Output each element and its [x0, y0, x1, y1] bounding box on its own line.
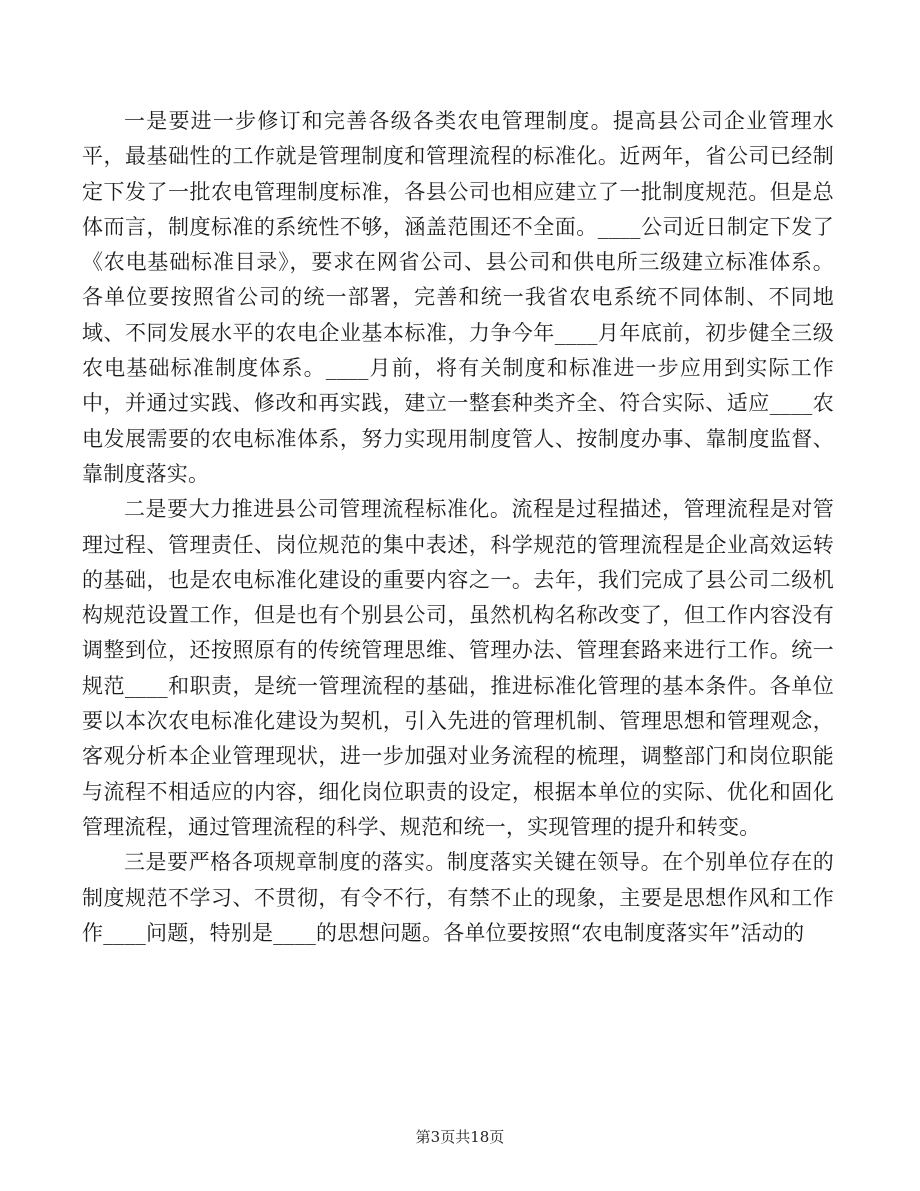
body-text: [82, 104, 834, 951]
page-number: 第3页共18页: [415, 1128, 505, 1146]
paragraph-2: 二是要大力推进县公司管理流程标准化。流程是过程描述，管理流程是对管理过程、管理责任、岗位规范的集中表述，科学规范的管理流程是企业高效运转的基础，也是农电标准化建设的重要内容之一。去年，我们完成了县公司二级机构规范设置工作，但是也有个别县公司，虽然机构名称改变了，但工作内容没有调整到位，还按照原有的传统管理思维、管理办法、管理套路来进行工作。统一规范____和职责，是统一管理流程的基础，推进标准化管理的基本条件。各单位要以本次农电标准化建设为契机，引入先进的管理机制、管理思想和管理观念，客观分析本企业管理现状，进一步加强对业务流程的梳理，调整部门和岗位职能与流程不相适应的内容，细化岗位职责的设定，根据本单位的实际、优化和固化管理流程，通过管理流程的科学、规范和统一，实现管理的提升和转变。: [82, 497, 834, 839]
paragraph-1: 一是要进一步修订和完善各级各类农电管理制度。提高县公司企业管理水平，最基础性的工作就是管理制度和管理流程的标准化。近两年，省公司已经制定下发了一批农电管理制度标准，各县公司也相应建立了一批制度规范。但是总体而言，制度标准的系统性不够，涵盖范围还不全面。____公司近日制定下发了《农电基础标准目录》，要求在网省公司、县公司和供电所三级建立标准体系。各单位要按照省公司的统一部署，完善和统一我省农电系统不同体制、不同地域、不同发展水平的农电企业基本标准，力争今年____月年底前，初步健全三级农电基础标准制度体系。____月前，将有关制度和标准进一步应用到实际工作中，并通过实践、修改和再实践，建立一整套种类齐全、符合实际、适应____农电发展需要的农电标准体系，努力实现用制度管人、按制度办事、靠制度监督、靠制度落实。: [82, 109, 834, 486]
paragraph-3: 三是要严格各项规章制度的落实。制度落实关键在领导。在个别单位存在的制度规范不学习、不贯彻，有令不行，有禁不止的现象，主要是思想作风和工作作____问题，特别是____的思想问题。各单位要按照“农电制度落实年”活动的: [82, 850, 834, 945]
